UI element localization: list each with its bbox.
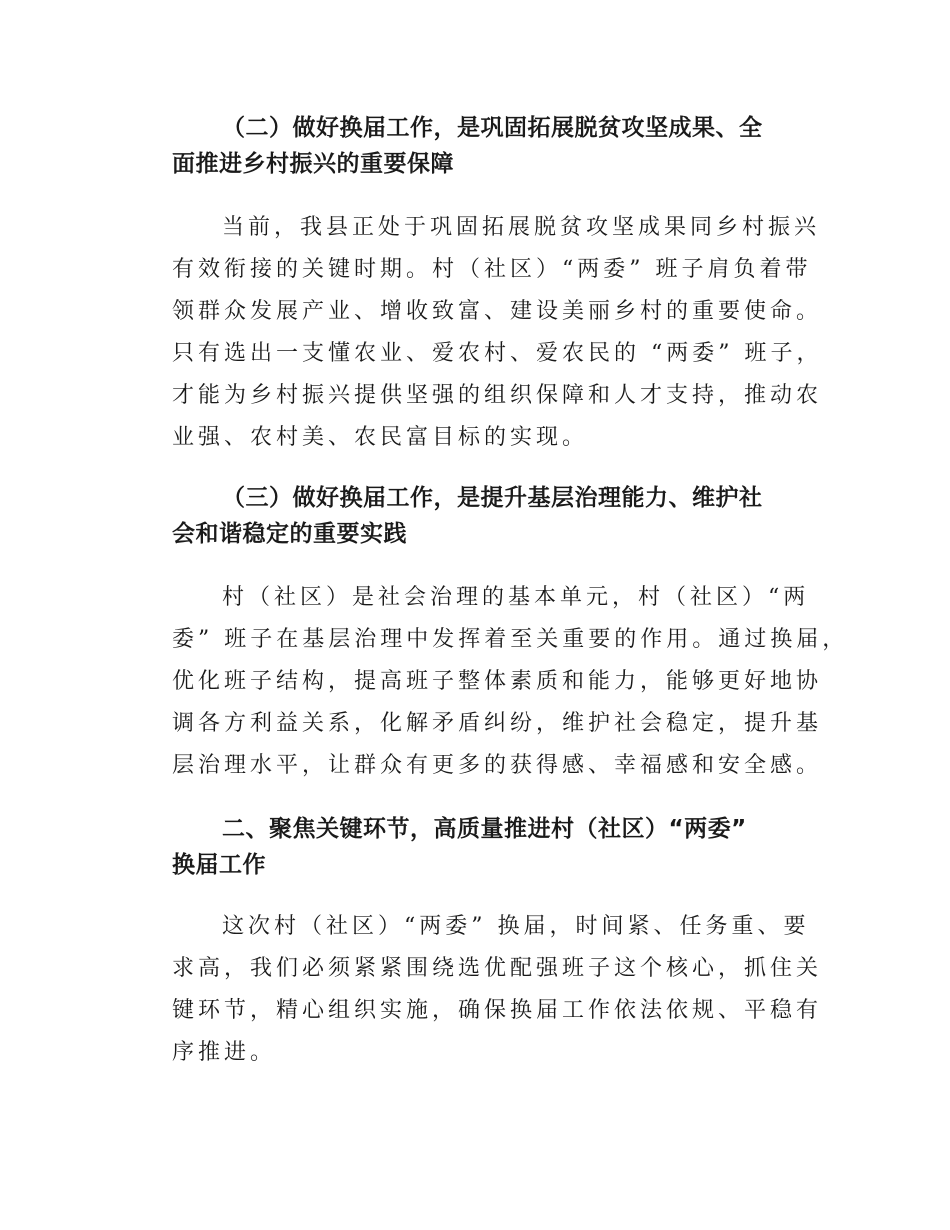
paragraph-line: 优化班子结构，提高班子整体素质和能力，能够更好地协	[172, 669, 823, 694]
paragraph-line: 当前，我县正处于巩固拓展脱贫攻坚成果同乡村振兴	[222, 215, 821, 240]
section-paragraph-2	[172, 207, 823, 459]
heading-line: 换届工作	[172, 852, 266, 878]
section-heading-3	[172, 480, 812, 552]
paragraph-line: 这次村（社区）“两委” 换届，时间紧、任务重、要	[222, 914, 810, 939]
paragraph-line: 业强、农村美、农民富目标的实现。	[172, 425, 589, 450]
paragraph-line: 键环节，精心组织实施，确保换届工作依法依规、平稳有	[172, 998, 823, 1023]
part-heading-2	[172, 811, 812, 883]
paragraph-line: 领群众发展产业、增收致富、建设美丽乡村的重要使命。	[172, 299, 823, 324]
heading-line: 会和谐稳定的重要实践	[172, 521, 407, 547]
part-paragraph-2	[172, 906, 823, 1074]
paragraph-line: 求高，我们必须紧紧围绕选优配强班子这个核心，抓住关	[172, 956, 823, 981]
paragraph-line: 委” 班子在基层治理中发挥着至关重要的作用。通过换届，	[172, 627, 849, 652]
paragraph-line: 才能为乡村振兴提供坚强的组织保障和人才支持，推动农	[172, 383, 823, 408]
section-heading-2	[172, 110, 812, 182]
section-paragraph-3	[172, 577, 849, 787]
paragraph-line: 层治理水平，让群众有更多的获得感、幸福感和安全感。	[172, 753, 823, 778]
paragraph-line: 有效衔接的关键时期。村（社区）“两委” 班子肩负着带	[172, 257, 812, 282]
heading-line: （二）做好换届工作，是巩固拓展脱贫攻坚成果、全	[222, 115, 763, 141]
heading-line: 二、聚焦关键环节，高质量推进村（社区）“两委”	[222, 816, 747, 842]
paragraph-line: 村（社区）是社会治理的基本单元，村（社区）“两	[222, 585, 810, 610]
paragraph-line: 调各方利益关系，化解矛盾纠纷，维护社会稳定，提升基	[172, 711, 823, 736]
heading-line: （三）做好换届工作，是提升基层治理能力、维护社	[222, 485, 763, 511]
paragraph-line: 只有选出一支懂农业、爱农村、爱农民的 “两委” 班子，	[172, 341, 823, 366]
paragraph-line: 序推进。	[172, 1040, 277, 1065]
heading-line: 面推进乡村振兴的重要保障	[172, 151, 454, 177]
